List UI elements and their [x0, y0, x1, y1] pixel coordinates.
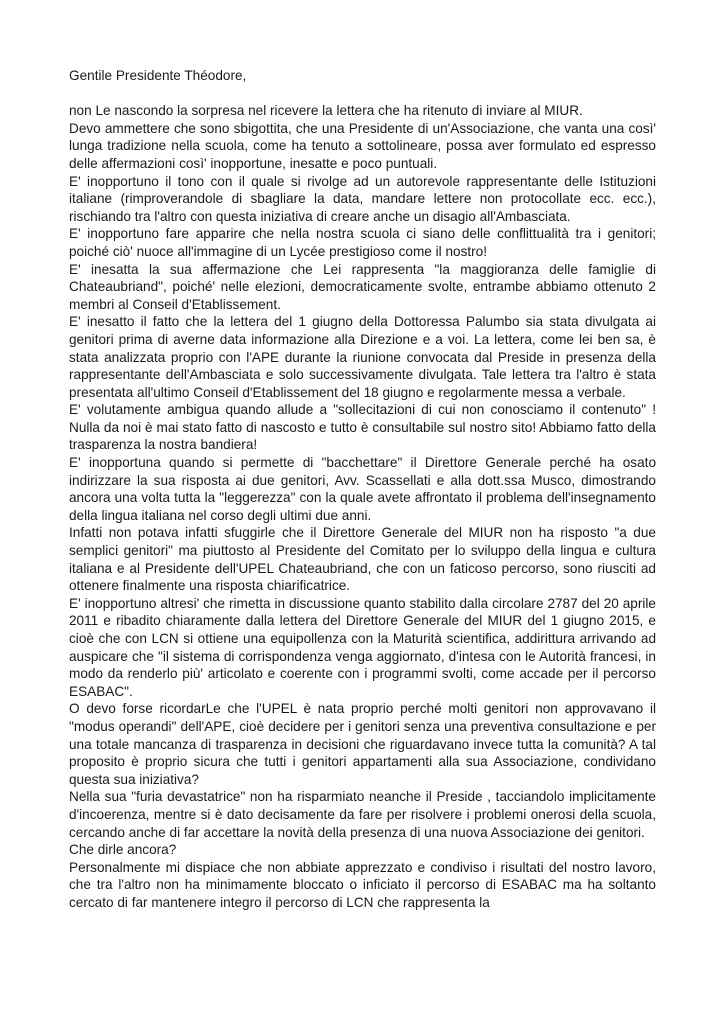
- paragraph-6: E' inesatto il fatto che la lettera del 1 giugno della Dottoressa Palumbo sia stata divulgata ai genitori prima di averne data informazione alla Direzione e a voi. La lettera, come lei ben sa, è stata analizzata proprio con l'APE durante la riunione convocata dal Preside in presenza della rappresentante dell'Ambasciata e solo successivamente divulgata. Tale lettera tra l'altro è stata presentata all'ultimo Conseil d'Etablissement del 18 giugno e regolarmente messa a verbale.: [69, 314, 656, 400]
- paragraph-14: Personalmente mi dispiace che non abbiate apprezzato e condiviso i risultati del nostro lavoro, che tra l'altro non ha minimamente bloccato o inficiato il percorso di ESABAC ma ha soltanto cercato di far mantenere integro il percorso di LCN che rappresenta la: [69, 859, 656, 910]
- paragraph-12: Nella sua "furia devastatrice" non ha risparmiato neanche il Preside , tacciandolo implicitamente d'incoerenza, mentre si è dato decisamente da fare per risolvere i problemi onerosi della scuola, cercando anche di far accettare la novità della presenza di una nuova Associazione dei genitori.: [69, 789, 656, 840]
- paragraph-1: non Le nascondo la sorpresa nel ricevere la lettera che ha ritenuto di inviare al MIUR.: [69, 103, 583, 119]
- paragraph-5: E' inesatta la sua affermazione che Lei rappresenta "la maggioranza delle famiglie di Chateaubriand", poiché' nelle elezioni, democraticamente svolte, entrambe abbiamo ottenuto 2 membri al Conseil d'Etablissement.: [69, 261, 656, 312]
- paragraph-8: E' inopportuna quando si permette di "bacchettare" il Direttore Generale perché ha osato indirizzare la sua risposta ai due genitori, Avv. Scassellati e alla dott.ssa Musco, dimostrando ancora una volta tutta la "leggerezza" con la quale avete affrontato il problema dell'insegnamento della lingua italiana nel corso degli ultimi due anni.: [69, 455, 656, 523]
- paragraph-10: E' inopportuno altresi' che rimetta in discussione quanto stabilito dalla circolare 2787 del 20 aprile 2011 e ribadito chiaramente dalla lettera del Direttore Generale del MIUR del 1 giugno 2015, e cioè che con LCN si ottiene una equipollenza con la Maturità scientifica, addirittura arrivando ad auspicare che "il sistema di corrispondenza venga aggiornato, d'intesa con le Autorità francesi, in modo da renderlo più' articolato e coerente con i programmi svolti, come accade per il percorso ESABAC".: [69, 595, 656, 699]
- salutation: Gentile Presidente Théodore,: [69, 68, 247, 83]
- paragraph-2: Devo ammettere che sono sbigottita, che una Presidente di un'Associazione, che vanta una così' lunga tradizione nella scuola, come ha tenuto a sottolineare, possa aver formulato ed espresso delle affermazioni così' inopportune, inesatte e poco puntuali.: [69, 120, 656, 171]
- paragraph-13: Che dirle ancora?: [69, 842, 177, 858]
- paragraph-7: E' volutamente ambigua quando allude a "sollecitazioni di cui non conosciamo il contenuto" ! Nulla da noi è mai stato fatto di nascosto e tutto è consultabile sul nostro sito! Abbiamo fatto della trasparenza la nostra bandiera!: [69, 402, 656, 453]
- paragraph-9: Infatti non potava infatti sfuggirle che il Direttore Generale del MIUR non ha risposto "a due semplici genitori" ma piuttosto al Presidente del Comitato per lo sviluppo della lingua e cultura italiana e al Presidente dell'UPEL Chateaubriand, che con un faticoso percorso, sono riusciti ad ottenere finalmente una risposta chiarificatrice.: [69, 525, 656, 594]
- letter-body: [69, 67, 656, 912]
- paragraph-11: O devo forse ricordarLe che l'UPEL è nata proprio perché molti genitori non approvavano il "modus operandi" dell'APE, cioè decidere per i genitori senza una preventiva consultazione e per una totale mancanza di trasparenza in decisioni che riguardavano invece tutta la comunità? A tal proposito è proprio sicura che tutti i genitori appartamenti alla sua Associazione, condividano questa sua iniziativa?: [69, 701, 656, 787]
- paragraph-4: E' inopportuno fare apparire che nella nostra scuola ci siano delle conflittualità tra i genitori; poiché ciò' nuoce all'immagine di un Lycée prestigioso come il nostro!: [69, 226, 656, 259]
- paragraph-3: E' inopportuno il tono con il quale si rivolge ad un autorevole rappresentante delle Istituzioni italiane (rimproverandole di sbagliare la data, mandare lettere non protocollate ecc. ecc.), rischiando tra l'altro con questa iniziativa di creare anche un disagio all'Ambasciata.: [69, 173, 656, 224]
